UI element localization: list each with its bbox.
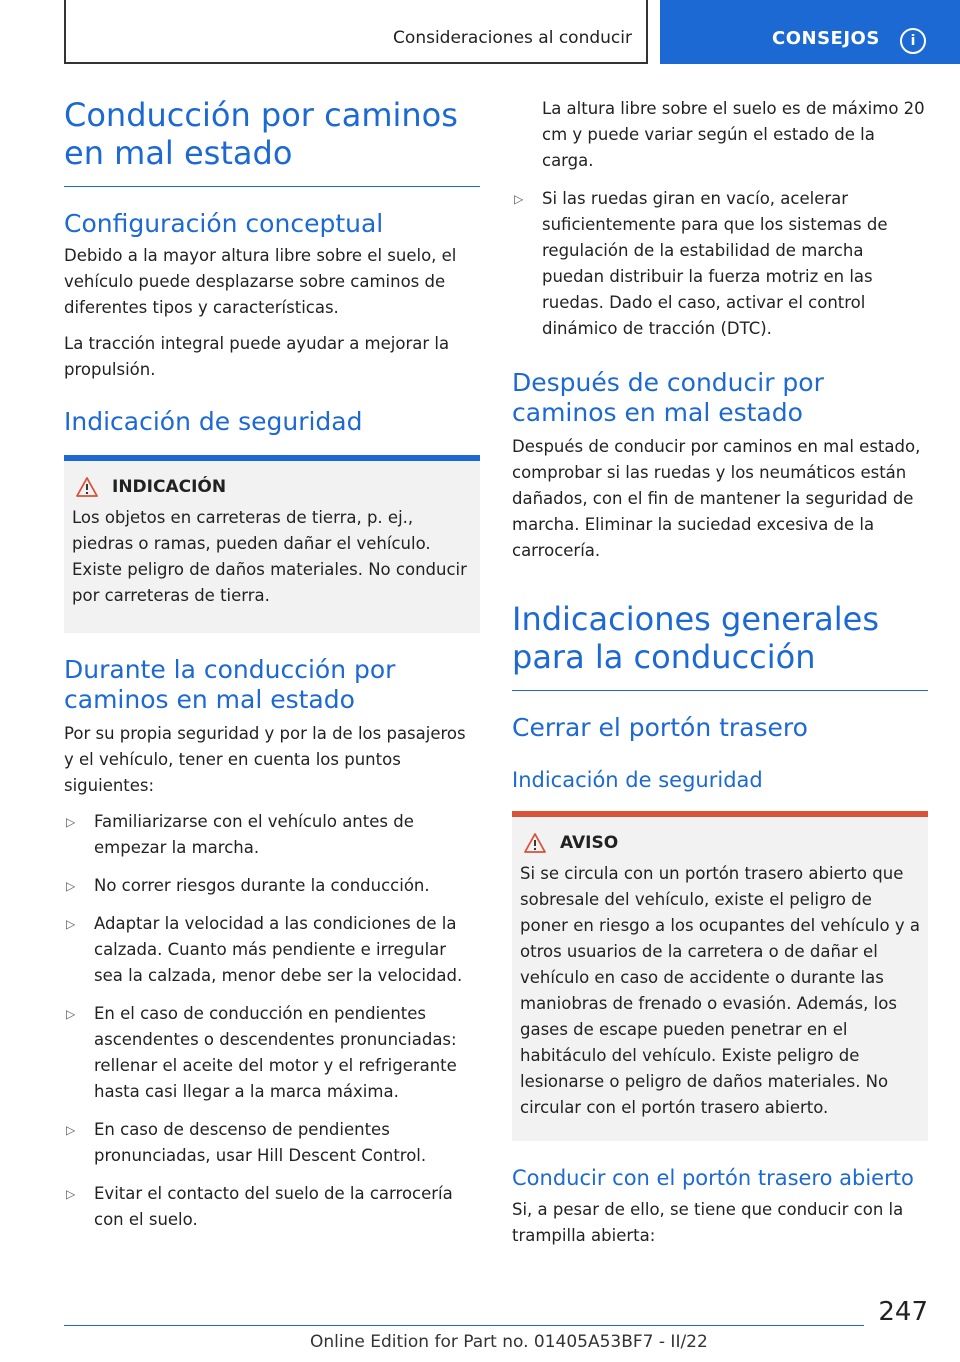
warning-triangle-icon [76, 477, 98, 497]
left-column [64, 96, 480, 1233]
list-item: ▷ En el caso de conducción en pendientes ascendentes o descendentes pronunciadas: rellenar el aceite del motor y el refrigerante hasta casi llegar a la marca máxima. [64, 1001, 480, 1105]
chapter-title-general-driving: Indicaciones generales para la conducción [512, 600, 879, 676]
warning-head [520, 833, 920, 853]
heading-during-driving: Durante la conducción por caminos en mal estado [64, 655, 396, 714]
during-intro: Por su propia seguridad y por la de los pasajeros y el vehículo, tener en cuenta los puntos siguientes: [64, 724, 466, 795]
warning-triangle-icon [524, 833, 546, 853]
heading-open-tailgate: Conducir con el portón trasero abierto [512, 1166, 914, 1190]
list-item: ▷ Adaptar la velocidad a las condiciones de la calzada. Cuanto más pendiente e irregular sea la calzada, menor debe ser la velocidad. [64, 911, 480, 989]
page-number: 247 [878, 1297, 928, 1327]
after-paragraph: Después de conducir por caminos en mal estado, comprobar si las ruedas y los neumáticos están dañados, con el fin de mantener la seguridad de marcha. Eliminar la suciedad excesiva de la carrocería. [512, 437, 921, 560]
warning-box [512, 811, 928, 1141]
chapter-rule [512, 690, 928, 691]
warning-label: AVISO [560, 833, 619, 853]
triangle-bullet-icon: ▷ [66, 1007, 76, 1021]
chapter-title-rough-roads: Conducción por caminos en mal estado [64, 96, 458, 172]
chapter-rule [64, 186, 480, 187]
notice-label: INDICACIÓN [112, 477, 227, 497]
triangle-bullet-icon: ▷ [514, 192, 524, 206]
heading-safety: Indicación de seguridad [64, 407, 363, 436]
triangle-bullet-icon: ▷ [66, 1187, 76, 1201]
triangle-bullet-icon: ▷ [66, 815, 76, 829]
triangle-bullet-icon: ▷ [66, 1123, 76, 1137]
info-circle-icon: i [900, 28, 926, 54]
continued-list [512, 96, 928, 342]
heading-close-tailgate: Cerrar el portón trasero [512, 713, 808, 742]
heading-after-driving: Después de conducir por caminos en mal estado [512, 368, 824, 427]
warning-text: Si se circula con un portón trasero abierto que sobresale del vehículo, existe el peligro de poner en riesgo a los ocupantes del vehículo y a otros usuarios de la carretera o de dañar el vehículo en caso de accidente o durante las maniobras de frenado o evasión. Además, los gases de escape pueden penetrar en el habitáculo del vehículo. Existe peligro de lesionarse o peligro de daños materiales. No circular con el portón trasero abierto. [520, 864, 920, 1117]
footer-rule [64, 1325, 864, 1326]
header-tag: CONSEJOS [772, 28, 880, 49]
triangle-bullet-icon: ▷ [66, 917, 76, 931]
concept-paragraph-2: La tracción integral puede ayudar a mejorar la propulsión. [64, 334, 450, 379]
during-list [64, 809, 480, 1233]
right-column [512, 96, 928, 1249]
list-item-continued: La altura libre sobre el suelo es de máximo 20 cm y puede variar según el estado de la carga. [542, 99, 925, 170]
concept-paragraph-1: Debido a la mayor altura libre sobre el suelo, el vehículo puede desplazarse sobre caminos de diferentes tipos y características. [64, 246, 457, 317]
heading-concept: Configuración conceptual [64, 209, 384, 238]
list-item: ▷ Evitar el contacto del suelo de la carrocería con el suelo. [64, 1181, 480, 1233]
list-item: ▷ Familiarizarse con el vehículo antes de empezar la marcha. [64, 809, 480, 861]
open-tailgate-paragraph: Si, a pesar de ello, se tiene que conducir con la trampilla abierta: [512, 1200, 904, 1245]
header-section-box [64, 0, 648, 64]
notice-box [64, 455, 480, 633]
footer-edition: Online Edition for Part no. 01405A53BF7 - II/22 [310, 1332, 708, 1352]
list-item: ▷ Si las ruedas giran en vacío, acelerar suficientemente para que los sistemas de regulación de la estabilidad de marcha puedan distribuir la fuerza motriz en las ruedas. Dado el caso, activar el control dinámico de tracción (DTC). [512, 186, 928, 342]
notice-text: Los objetos en carreteras de tierra, p. ej., piedras o ramas, pueden dañar el vehículo. Existe peligro de daños materiales. No conducir por carreteras de tierra. [72, 508, 467, 605]
list-item: ▷ No correr riesgos durante la conducción. [64, 873, 480, 899]
list-item: ▷ En caso de descenso de pendientes pronunciadas, usar Hill Descent Control. [64, 1117, 480, 1169]
triangle-bullet-icon: ▷ [66, 879, 76, 893]
heading-tailgate-safety: Indicación de seguridad [512, 768, 763, 792]
header-section-title: Consideraciones al conducir [393, 28, 632, 48]
header-tag-box [660, 0, 960, 64]
notice-head [72, 477, 472, 497]
